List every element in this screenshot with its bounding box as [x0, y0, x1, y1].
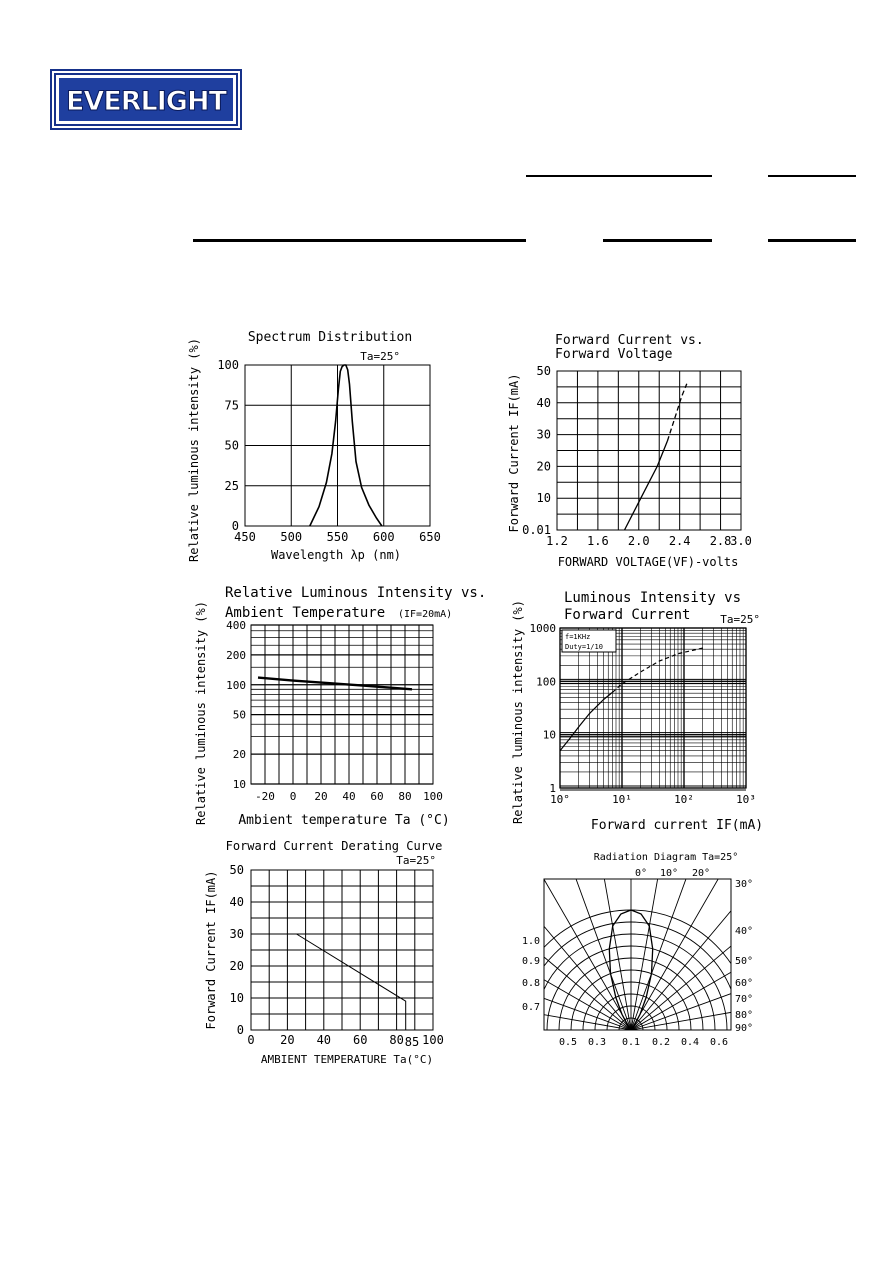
value-label: 0.4: [680, 1037, 700, 1048]
tick-label: 20: [280, 1033, 295, 1047]
value-label: 1.0: [521, 936, 540, 947]
chart-title: Luminous Intensity vs Forward Current: [564, 590, 742, 623]
tick-label: 3.0: [730, 534, 752, 548]
angle-label: 30°: [735, 879, 754, 890]
polar-radial: [631, 978, 892, 1030]
value-label: 0.3: [587, 1037, 607, 1048]
tick-label: 10: [232, 778, 246, 791]
tick-label: 0: [247, 1033, 255, 1047]
tick-label: 10: [229, 991, 244, 1005]
value-label: 0.9: [521, 956, 540, 967]
tick-label: 20: [229, 959, 244, 973]
x-axis-label: Wavelength λp (nm): [270, 548, 402, 562]
tick-label: 40: [536, 395, 551, 410]
tick-label: 400: [226, 619, 246, 632]
tick-label: 30: [536, 427, 551, 442]
tick-label: 2.8: [709, 534, 732, 548]
tick-label: 20: [536, 459, 551, 474]
polar-radial: [438, 800, 631, 1030]
chart-title: Relative Luminous Intensity vs. Ambient Temperature: [225, 585, 487, 621]
tick-label: 50: [536, 364, 551, 378]
polar-radial: [349, 927, 631, 1030]
tick-label: 10³: [736, 793, 756, 806]
angle-label: 0°: [634, 868, 648, 879]
polar-radial: [631, 748, 734, 1030]
tick-label: 50: [224, 438, 239, 453]
chart-title: Forward Current Derating Curve: [225, 839, 443, 853]
value-label: 0.8: [521, 978, 540, 989]
tick-label: 1.2: [546, 534, 568, 548]
tick-label: 550: [326, 530, 349, 544]
chart-condition: Ta=25°: [720, 613, 760, 626]
tick-label: 80: [389, 1033, 404, 1047]
tick-label: 100: [423, 790, 443, 803]
value-label: 0.2: [651, 1037, 671, 1048]
chart-title: Spectrum Distribution: [247, 330, 413, 345]
angle-label: 60°: [735, 978, 754, 989]
y-axis-label: Relative luminous intensity (%): [187, 338, 201, 562]
y-axis-label: Forward Current IF(mA): [507, 373, 521, 533]
tick-label: 30: [229, 927, 244, 941]
tick-label: 2.4: [668, 534, 691, 548]
polar-radial: [631, 800, 824, 1030]
tick-label: 10: [536, 491, 551, 506]
tick-label: 1.6: [587, 534, 609, 548]
x-axis-label: Forward current IF(mA): [590, 818, 764, 833]
tick-label: 75: [224, 398, 239, 413]
y-axis-label: Relative luminous intensity (%): [194, 601, 208, 825]
tick-label: 1000: [529, 622, 556, 635]
tick-label: 100: [536, 675, 556, 689]
tick-label: 10²: [674, 793, 694, 806]
tick-label: 10: [542, 728, 556, 742]
tick-label: -20: [255, 790, 275, 803]
angle-label: 90°: [735, 1023, 754, 1034]
polar-radial: [371, 880, 631, 1030]
tick-label: 650: [419, 530, 441, 544]
x-axis-label: AMBIENT TEMPERATURE Ta(°C): [260, 1053, 434, 1066]
y-axis-label: Relative luminous intensity (%): [511, 600, 525, 824]
tick-label: 20: [314, 790, 328, 803]
tick-label: 80: [398, 790, 412, 803]
tick-label: 25: [224, 478, 239, 493]
tick-label: 0: [231, 519, 239, 533]
tick-label: 2.0: [627, 534, 650, 548]
tick-label: 1: [549, 782, 556, 795]
polar-radial: [401, 837, 631, 1030]
tick-label: 40: [342, 790, 356, 803]
angle-label: 40°: [735, 926, 754, 937]
tick-label: 20: [232, 748, 246, 762]
tick-label: 60: [370, 790, 384, 803]
angle-label: 50°: [735, 956, 754, 967]
angle-label: 10°: [659, 868, 679, 879]
tick-label: 0: [289, 790, 297, 803]
tick-label: 50: [232, 708, 246, 722]
logo-text: EVERLIGHT: [65, 86, 227, 117]
chart-title: Forward Current vs. Forward Voltage: [555, 333, 704, 362]
x-axis-label: Ambient temperature Ta (°C): [238, 813, 450, 828]
tick-label: 10°: [550, 793, 570, 806]
chart-condition: (IF=20mA): [398, 609, 453, 620]
value-label: 0.7: [521, 1002, 540, 1013]
value-label: 0.6: [709, 1037, 729, 1048]
tick-label: 60: [352, 1033, 368, 1047]
tick-label: 10¹: [612, 793, 632, 806]
x-axis-label: FORWARD VOLTAGE(VF)-volts: [557, 555, 739, 569]
value-label: 0.5: [558, 1037, 578, 1048]
extra-tick-label: 85: [404, 1035, 420, 1049]
angle-label: 20°: [691, 868, 711, 879]
chart-condition: Ta=25°: [396, 854, 436, 867]
tick-label: 600: [372, 530, 395, 544]
tick-label: 100: [226, 678, 246, 692]
tick-label: 100: [217, 358, 239, 372]
tick-label: 450: [234, 530, 256, 544]
chart-condition: Ta=25°: [360, 350, 400, 363]
tick-label: 0.01: [522, 523, 551, 537]
tick-label: 200: [226, 648, 246, 662]
value-label: 0.1: [621, 1037, 641, 1048]
tick-label: 0: [236, 1023, 244, 1037]
tick-label: 100: [422, 1033, 444, 1047]
y-axis-label: Forward Current IF(mA): [204, 870, 218, 1030]
legend-entry: Duty=1/10: [565, 643, 603, 651]
tick-label: 40: [316, 1033, 332, 1047]
legend-entry: f=1KHz: [565, 633, 591, 641]
angle-label: 80°: [735, 1010, 754, 1021]
tick-label: 50: [229, 863, 244, 877]
polar-radial: [631, 880, 891, 1030]
angle-label: 70°: [735, 994, 754, 1005]
tick-label: 40: [229, 895, 244, 909]
chart-title: Radiation Diagram Ta=25°: [593, 852, 739, 863]
tick-label: 500: [280, 530, 303, 544]
